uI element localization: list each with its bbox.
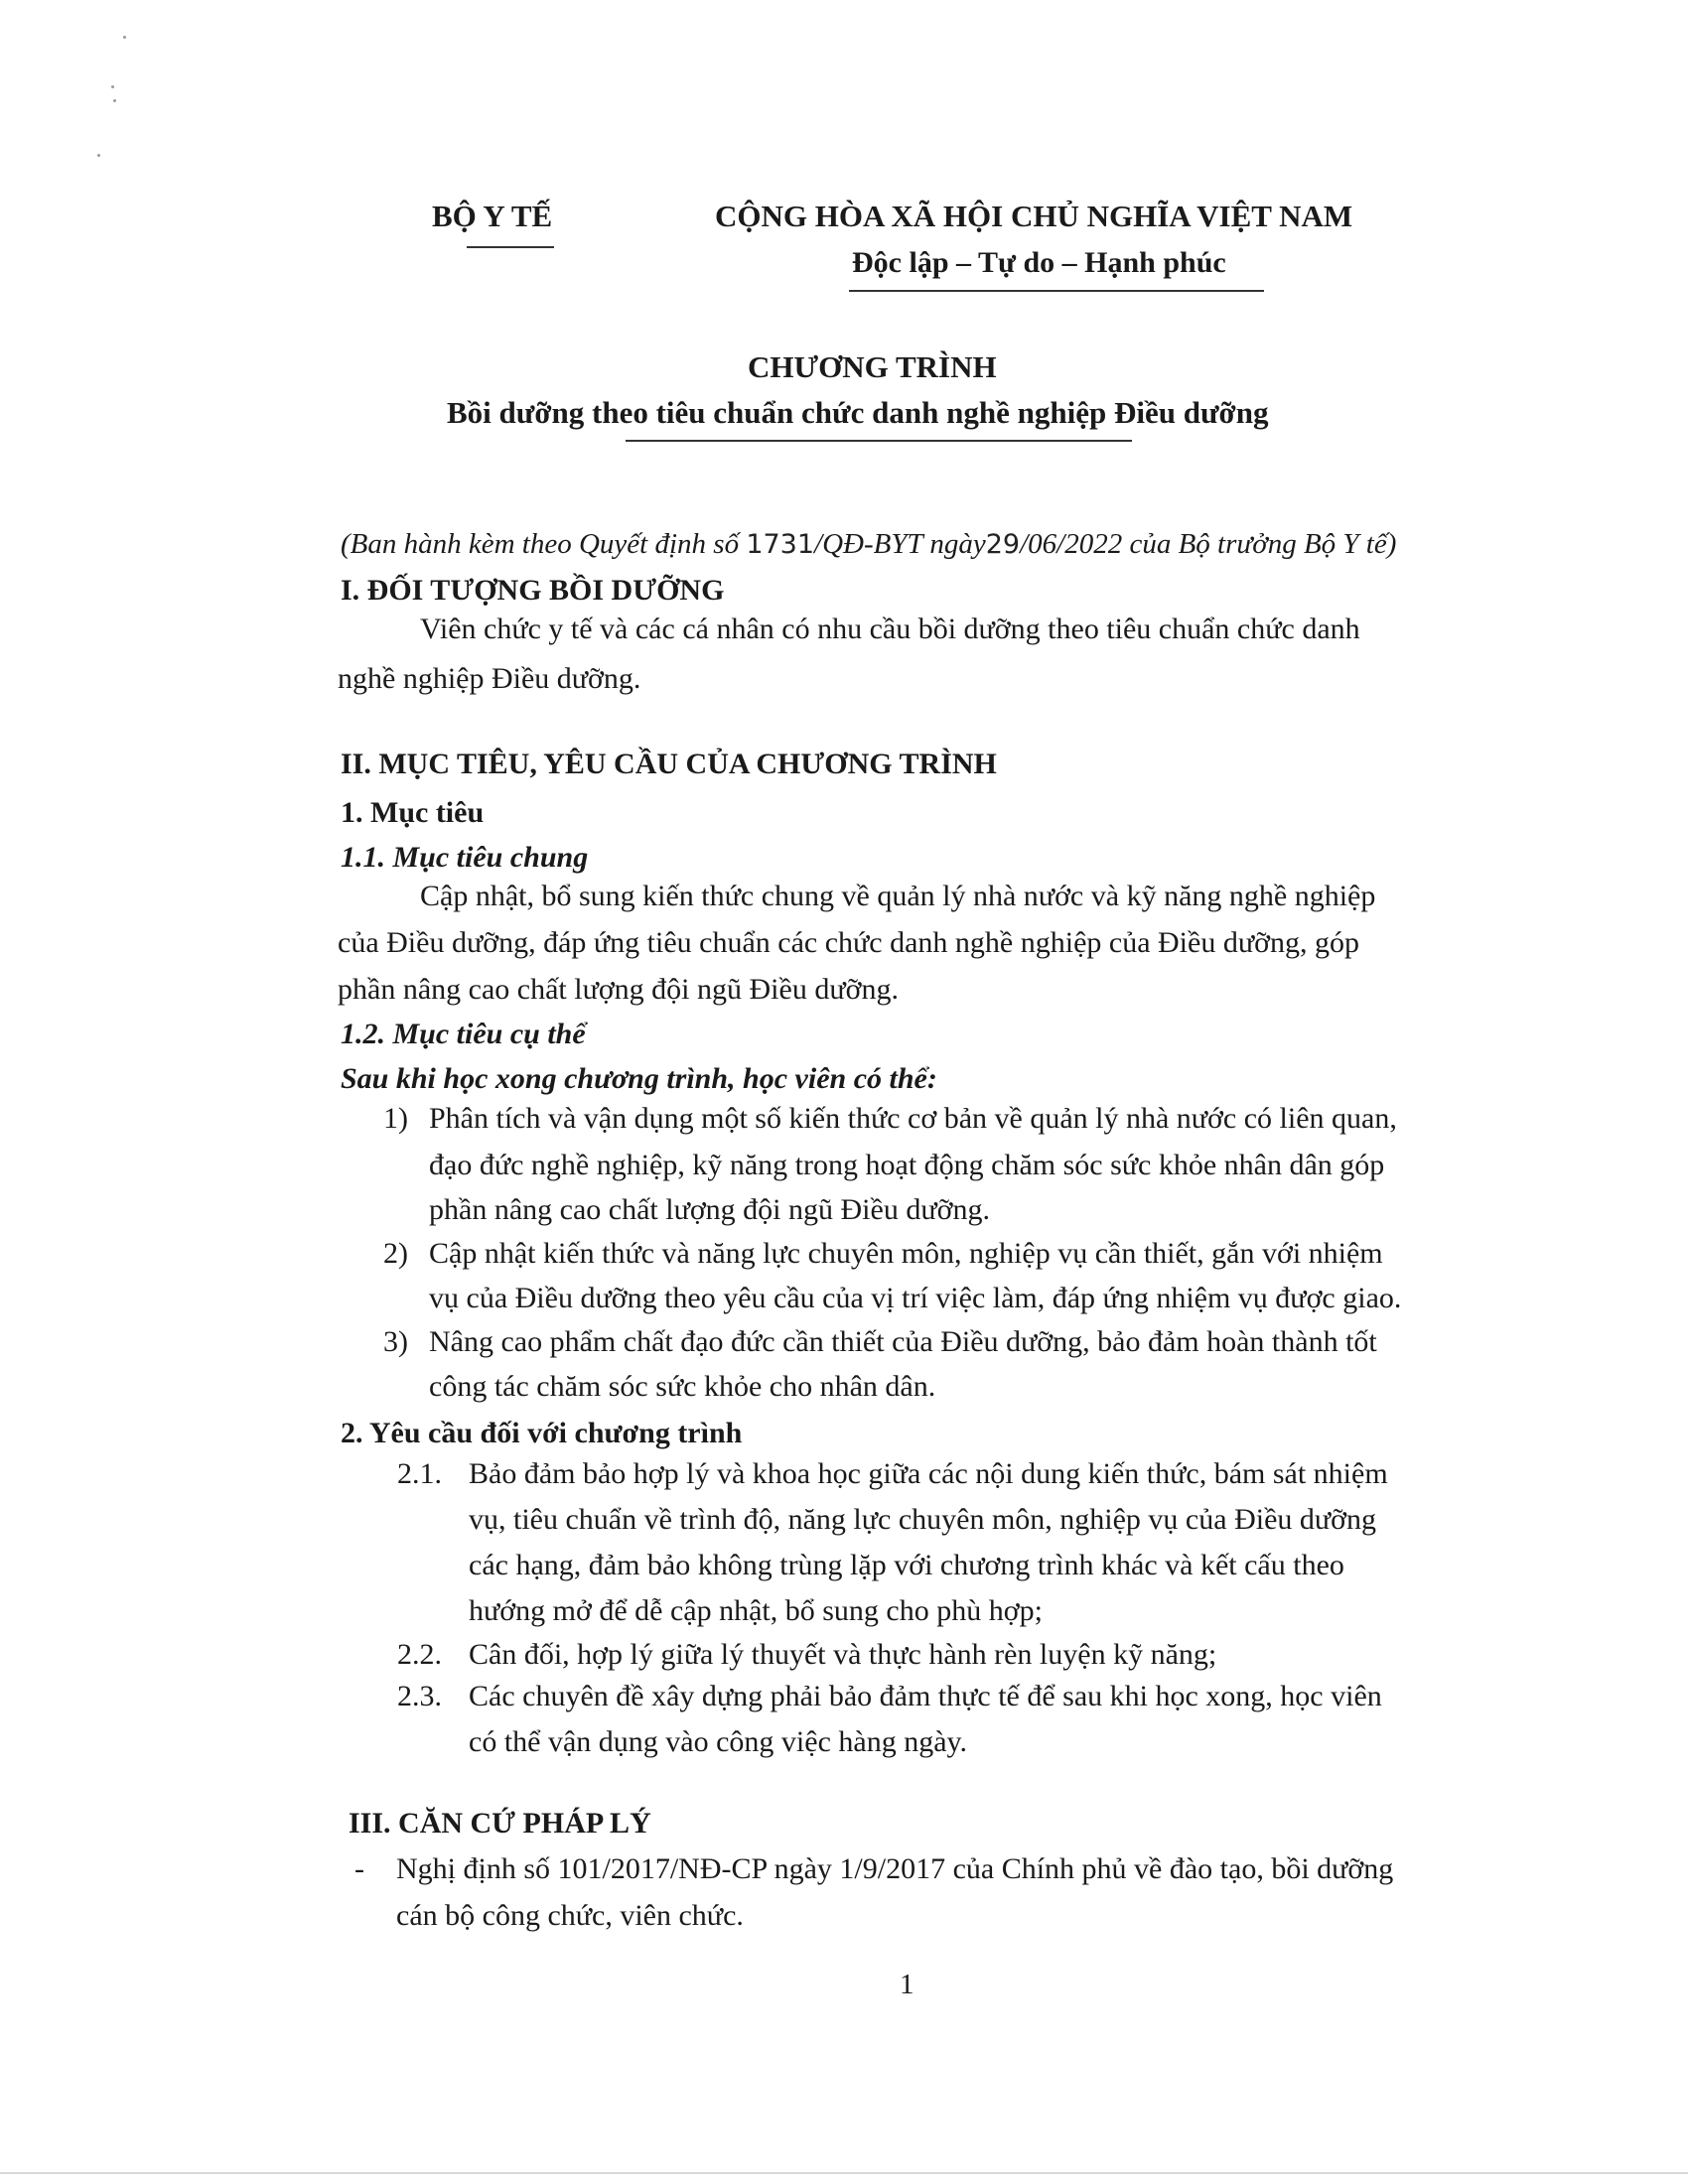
subsection-2-heading: 2. Yêu cầu đối với chương trình — [341, 1417, 743, 1449]
requirement-line: hướng mở để dễ cập nhật, bổ sung cho phù hợp; — [469, 1594, 1043, 1627]
requirement-line: vụ, tiêu chuẩn về trình độ, năng lực chuyên môn, nghiệp vụ của Điều dưỡng — [469, 1503, 1377, 1536]
objective-line: Phân tích và vận dụng một số kiến thức cơ bản về quản lý nhà nước có liên quan, — [429, 1102, 1397, 1135]
requirement-line: có thể vận dụng vào công việc hàng ngày. — [469, 1725, 968, 1758]
issuance-prefix: (Ban hành kèm theo Quyết định số — [341, 528, 740, 560]
national-motto: Độc lập – Tự do – Hạnh phúc — [852, 246, 1226, 279]
requirement-number: 2.1. — [397, 1457, 442, 1490]
objective-number: 1) — [383, 1102, 408, 1135]
date-day: 29 — [985, 529, 1021, 560]
section-2-heading: II. MỤC TIÊU, YÊU CẦU CỦA CHƯƠNG TRÌNH — [341, 748, 997, 780]
subsection-1-1-heading: 1.1. Mục tiêu chung — [341, 841, 589, 874]
date-label: ngày — [929, 528, 986, 560]
general-objective-line: phần nâng cao chất lượng đội ngũ Điều dưỡng. — [338, 973, 899, 1006]
requirement-line: Các chuyên đề xây dựng phải bảo đảm thực tế để sau khi học xong, học viên — [469, 1680, 1382, 1712]
requirement-line: các hạng, đảm bảo không trùng lặp với chương trình khác và kết cấu theo — [469, 1549, 1344, 1581]
section-3-heading: III. CĂN CỨ PHÁP LÝ — [349, 1807, 651, 1840]
objective-line: đạo đức nghề nghiệp, kỹ năng trong hoạt động chăm sóc sức khỏe nhân dân góp — [429, 1149, 1385, 1181]
objective-line: vụ của Điều dưỡng theo yêu cầu của vị trí việc làm, đáp ứng nhiệm vụ được giao. — [429, 1282, 1402, 1314]
decision-number: 1731 — [746, 529, 815, 560]
page-number: 1 — [900, 1969, 914, 2000]
objectives-lead: Sau khi học xong chương trình, học viên có thể: — [341, 1062, 937, 1095]
ministry-name: BỘ Y TẾ — [432, 199, 553, 233]
scan-mark — [123, 36, 126, 39]
objective-line: công tác chăm sóc sức khỏe cho nhân dân. — [429, 1370, 936, 1403]
legal-basis-line: cán bộ công chức, viên chức. — [396, 1899, 744, 1932]
issuance-line: (Ban hành kèm theo Quyết định số 1731/QĐ-BYT ngày29/06/2022 của Bộ trưởng Bộ Y tế) — [341, 528, 1397, 560]
objective-line: Nâng cao phẩm chất đạo đức cần thiết của Điều dưỡng, bảo đảm hoàn thành tốt — [429, 1325, 1377, 1358]
document-subtitle: Bồi dưỡng theo tiêu chuẩn chức danh nghề nghiệp Điều dưỡng — [447, 395, 1269, 430]
subsection-1-2-heading: 1.2. Mục tiêu cụ thể — [341, 1018, 586, 1050]
requirement-line: Cân đối, hợp lý giữa lý thuyết và thực hành rèn luyện kỹ năng; — [469, 1638, 1217, 1671]
subsection-1-heading: 1. Mục tiêu — [341, 796, 485, 829]
motto-underline — [849, 290, 1264, 292]
section-1-heading: I. ĐỐI TƯỢNG BỒI DƯỠNG — [341, 574, 725, 607]
objective-line: phần nâng cao chất lượng đội ngũ Điều dưỡng. — [429, 1193, 990, 1226]
republic-name: CỘNG HÒA XÃ HỘI CHỦ NGHĨA VIỆT NAM — [715, 199, 1353, 233]
section-1-text: Viên chức y tế và các cá nhân có nhu cầu bồi dưỡng theo tiêu chuẩn chức danh — [420, 613, 1360, 645]
objective-number: 3) — [383, 1325, 408, 1358]
general-objective-line: Cập nhật, bổ sung kiến thức chung về quản lý nhà nước và kỹ năng nghề nghiệp — [420, 880, 1376, 912]
scan-bottom-edge — [0, 2172, 1688, 2174]
ministry-underline — [467, 246, 554, 248]
requirement-line: Bảo đảm bảo hợp lý và khoa học giữa các nội dung kiến thức, bám sát nhiệm — [469, 1457, 1388, 1490]
document-title: CHƯƠNG TRÌNH — [748, 349, 997, 384]
objective-line: Cập nhật kiến thức và năng lực chuyên môn, nghiệp vụ cần thiết, gắn với nhiệm — [429, 1237, 1383, 1270]
decision-code: /QĐ-BYT — [814, 528, 923, 560]
legal-basis-line: Nghị định số 101/2017/NĐ-CP ngày 1/9/2017 của Chính phủ về đào tạo, bồi dưỡng — [396, 1852, 1394, 1885]
legal-basis-bullet: - — [354, 1852, 364, 1885]
section-1-text: nghề nghiệp Điều dưỡng. — [338, 662, 641, 695]
subtitle-underline — [626, 440, 1132, 442]
scan-mark — [97, 154, 100, 157]
date-rest: 06/2022 — [1028, 528, 1123, 560]
objective-number: 2) — [383, 1237, 408, 1270]
scan-mark — [113, 99, 116, 102]
issuance-suffix: của Bộ trưởng Bộ Y tế) — [1129, 528, 1397, 560]
scan-mark — [111, 85, 114, 88]
requirement-number: 2.3. — [397, 1680, 442, 1712]
general-objective-line: của Điều dưỡng, đáp ứng tiêu chuẩn các chức danh nghề nghiệp của Điều dưỡng, góp — [338, 926, 1359, 959]
requirement-number: 2.2. — [397, 1638, 442, 1671]
